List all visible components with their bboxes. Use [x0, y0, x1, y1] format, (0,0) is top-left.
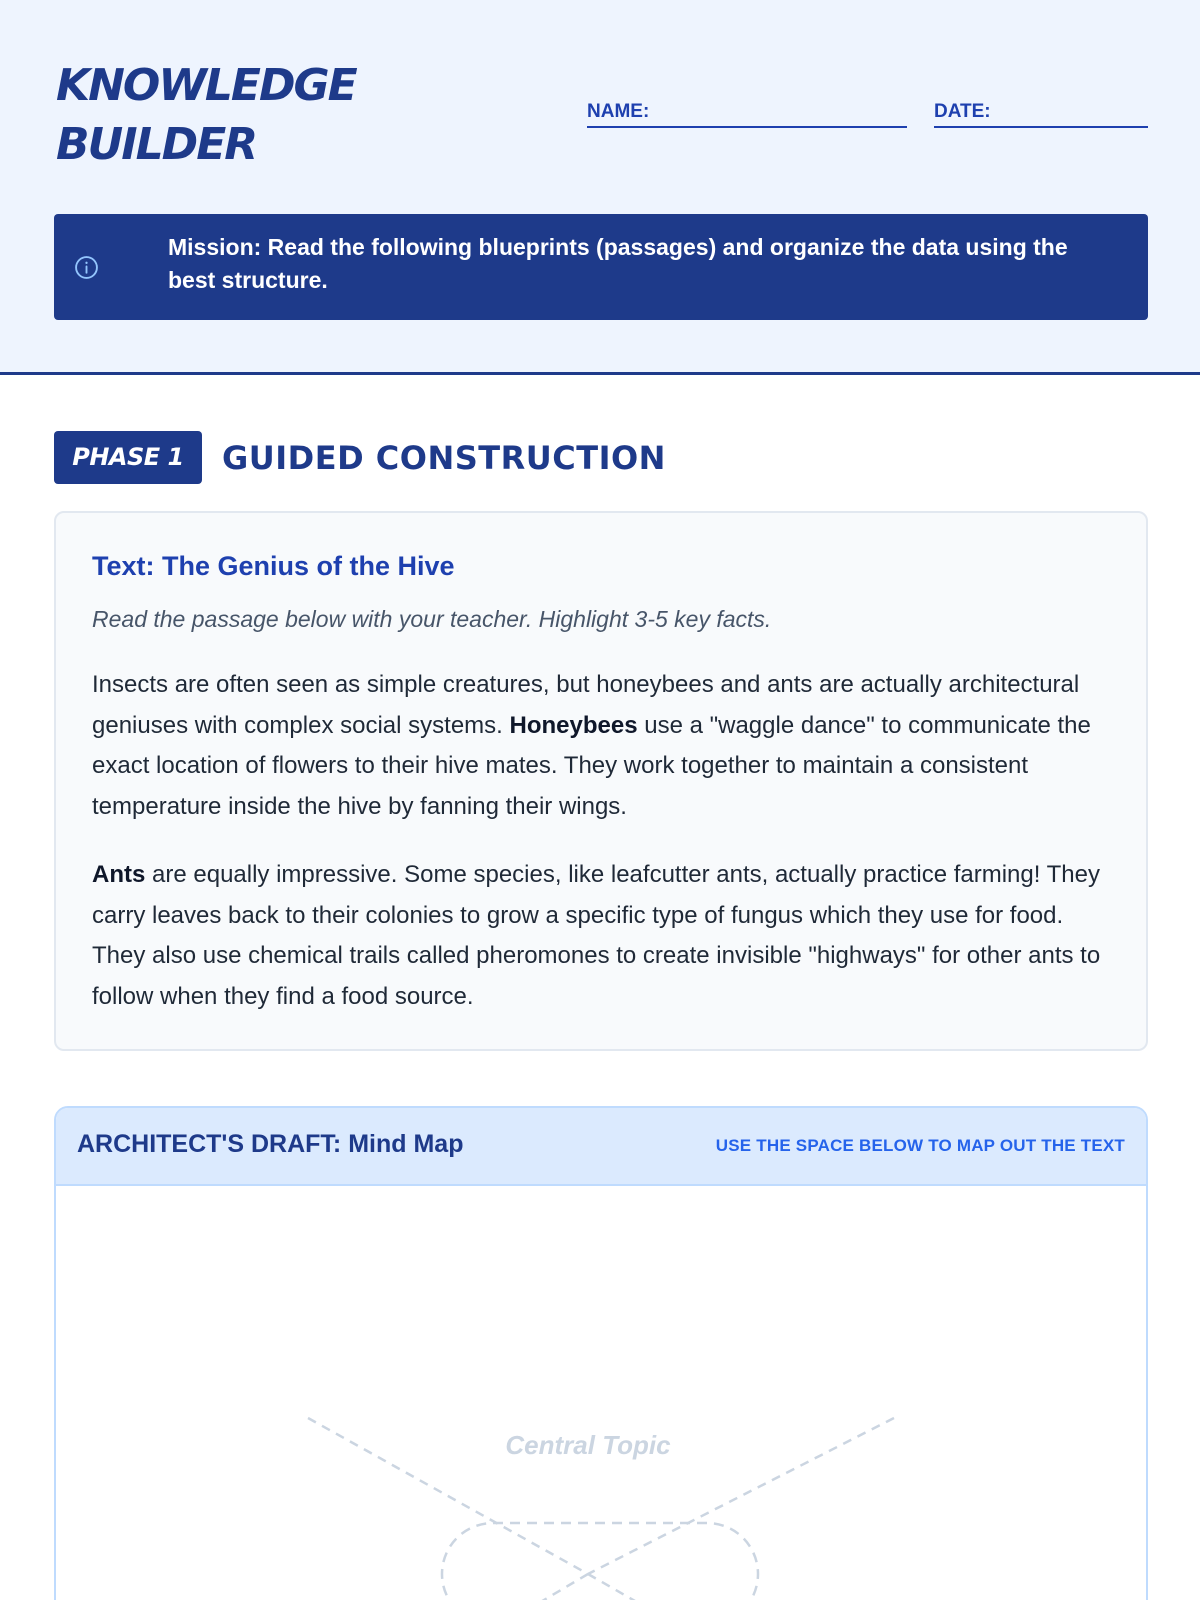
phase-badge: PHASE 1: [54, 431, 202, 484]
central-topic-label: Central Topic: [505, 1430, 671, 1460]
worksheet-header: [0, 0, 1200, 375]
mind-map-header: [56, 1108, 1146, 1186]
passage-instruction: Read the passage below with your teacher. Highlight 3-5 key facts.: [92, 606, 772, 632]
connector-bottom-left: [361, 1574, 588, 1600]
paragraph-1-text-end: use a "waggle dance" to communicate the exact location of flowers to their hive mates. They work together to maintain a consistent temperature inside the hive by fanning their wings.: [92, 711, 1091, 820]
mission-banner: [54, 214, 1148, 320]
mission-text: Mission: Read the following blueprints (passages) and organize the data using the best structure.: [168, 234, 1068, 293]
phase-title: GUIDED CONSTRUCTION: [222, 439, 666, 477]
title-line-2: BUILDER: [56, 119, 257, 170]
mind-map-canvas[interactable]: [56, 1188, 1146, 1600]
ants-term: Ants: [92, 861, 146, 888]
name-label: NAME:: [587, 101, 650, 122]
passage-card: [54, 511, 1148, 1051]
honeybees-term: Honeybees: [509, 711, 638, 739]
passage-paragraph-2[interactable]: [92, 855, 1122, 1017]
paragraph-2-text: are equally impressive. Some species, like leafcutter ants, actually practice farming! They carry leaves back to their colonies to grow a specific type of fungus which they use for food. They also use chemical trails called pheromones to create invisible "highways" for other ants to follow when they find a food source.: [92, 861, 1101, 1010]
name-field[interactable]: [587, 98, 907, 128]
mind-map-instruction: USE THE SPACE BELOW TO MAP OUT THE TEXT: [715, 1136, 1125, 1155]
central-topic-bubble[interactable]: [442, 1523, 758, 1600]
passage-paragraph-1[interactable]: [92, 665, 1122, 827]
title-line-1: KNOWLEDGE: [56, 60, 356, 111]
connector-bottom-right: [588, 1574, 821, 1600]
date-field[interactable]: [934, 98, 1148, 128]
mind-map-section: [54, 1106, 1148, 1600]
worksheet-title: [56, 56, 356, 174]
passage-title: Text: The Genius of the Hive: [92, 551, 455, 581]
paragraph-1-text-start: Insects are often seen as simple creatures, but honeybees and ants are actually architectural geniuses with complex social systems.: [92, 671, 1080, 739]
date-label: DATE:: [934, 101, 991, 122]
info-icon: [74, 255, 99, 280]
mind-map-title: ARCHITECT'S DRAFT: Mind Map: [77, 1130, 464, 1158]
